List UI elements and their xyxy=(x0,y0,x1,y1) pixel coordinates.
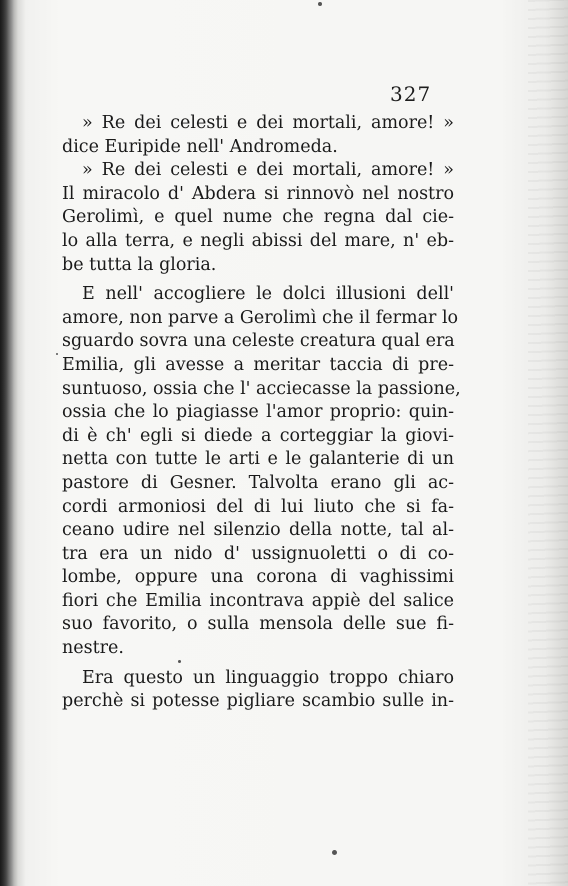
page-number: 327 xyxy=(390,82,432,106)
text-line: cordi armoniosi del di lui liuto che si fa- xyxy=(62,496,454,517)
text-line: nestre. xyxy=(62,638,124,659)
text-line: Il miracolo d' Abdera si rinnovò nel nostro xyxy=(62,183,454,204)
text-line: sguardo sovra una celeste creatura qual era xyxy=(62,331,455,352)
text-line: E nell' accogliere le dolci illusioni dell' xyxy=(82,284,454,305)
page-spine-shadow xyxy=(0,0,18,886)
text-line: perchè si potesse pigliare scambio sulle in- xyxy=(62,691,454,712)
text-line: netta con tutte le arti e le galanterie di un xyxy=(62,449,454,470)
body-text xyxy=(62,112,461,714)
text-line: dice Euripide nell' Andromeda. xyxy=(62,136,338,157)
text-line: ceano udire nel silenzio della notte, tal al- xyxy=(62,520,454,541)
text-line: lombe, oppure una corona di vaghissimi xyxy=(62,567,454,588)
text-line: » Re dei celesti e dei mortali, amore! » xyxy=(82,113,454,133)
paper-speck xyxy=(318,2,322,6)
text-line: tra era un nido d' ussignuoletti o di co- xyxy=(62,543,454,564)
text-line: ossia che lo piagiasse l'amor proprio: quin- xyxy=(62,402,454,423)
text-line: Gerolimì, e quel nume che regna dal cie- xyxy=(62,207,454,228)
text-line: fiori che Emilia incontrava appiè del salice xyxy=(62,590,454,611)
paper-speck xyxy=(332,850,337,855)
paper-speck xyxy=(56,353,58,355)
text-line: lo alla terra, e negli abissi del mare, n' eb- xyxy=(62,230,454,251)
text-line: suo favorito, o sulla mensola delle sue fi- xyxy=(62,614,454,635)
text-line: Emilia, gli avesse a meritar taccia di pre- xyxy=(62,354,454,375)
text-line: be tutta la gloria. xyxy=(62,254,217,275)
page-edge-texture xyxy=(528,0,568,886)
text-line: suntuoso, ossia che l' acciecasse la passione, xyxy=(62,378,461,399)
text-line: di è ch' egli si diede a corteggiar la giovi- xyxy=(62,425,454,446)
paper-speck xyxy=(178,660,181,663)
text-line: » Re dei celesti e dei mortali, amore! » xyxy=(82,160,454,181)
text-line: Era questo un linguaggio troppo chiaro xyxy=(82,667,454,688)
text-line: pastore di Gesner. Talvolta erano gli ac- xyxy=(62,472,454,493)
text-line: amore, non parve a Gerolimì che il fermar lo xyxy=(62,307,459,328)
